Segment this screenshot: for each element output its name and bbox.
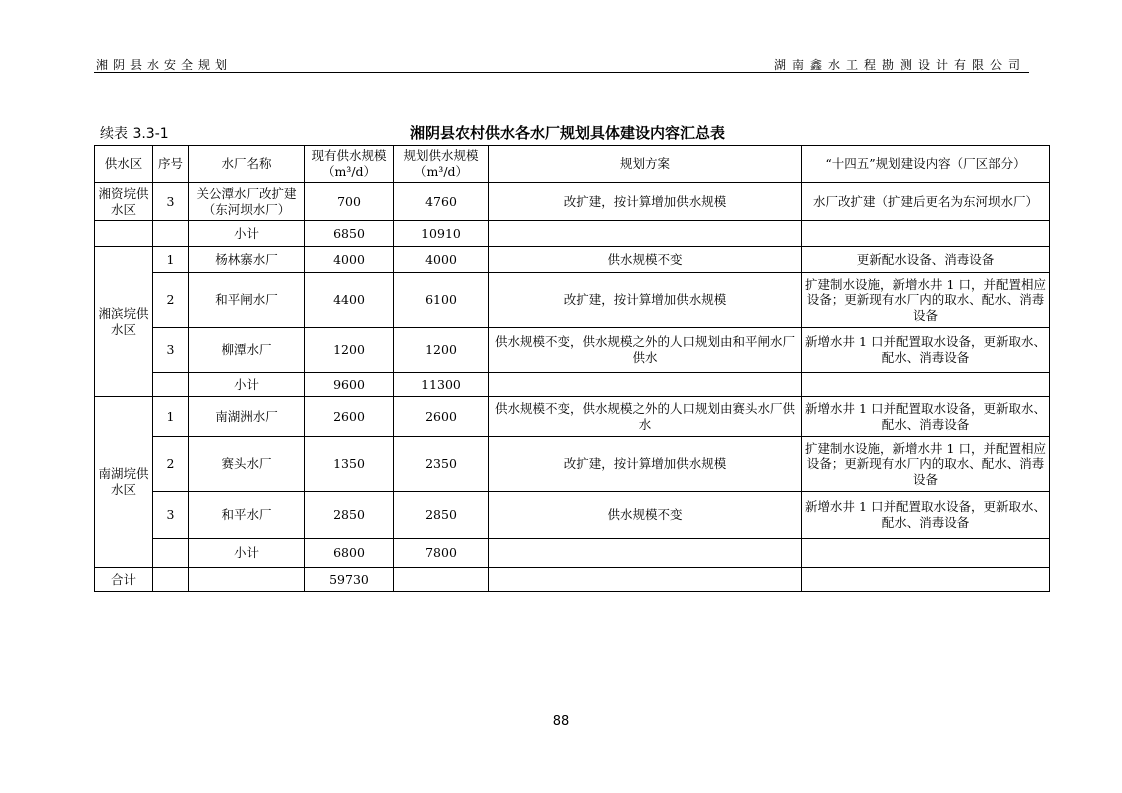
content-cell: 新增水井 1 口并配置取水设备，更新取水、配水、消毒设备 [802,492,1050,539]
col-header-existing: 现有供水规模（m³/d） [305,146,394,183]
empty-cell [489,539,802,568]
table-row [95,397,1050,437]
col-header-no: 序号 [153,146,189,183]
table-row [95,183,1050,221]
empty-cell [802,568,1050,592]
subtotal-row [95,539,1050,568]
empty-cell [802,539,1050,568]
total-row [95,568,1050,592]
area-cell: 湘资垸供水区 [95,183,153,221]
col-header-planned: 规划供水规模（m³/d） [394,146,489,183]
content-cell: 扩建制水设施，新增水井 1 口，并配置相应设备；更新现有水厂内的取水、配水、消毒设备 [802,273,1050,328]
subtotal-existing: 6800 [305,539,394,568]
col-header-plant: 水厂名称 [189,146,305,183]
scheme-cell: 供水规模不变，供水规模之外的人口规划由赛头水厂供水 [489,397,802,437]
planned-cell: 2850 [394,492,489,539]
empty-cell [153,568,189,592]
total-label: 合计 [95,568,153,592]
planned-cell: 1200 [394,328,489,373]
plant-cell: 杨林寨水厂 [189,247,305,273]
content-cell: 更新配水设备、消毒设备 [802,247,1050,273]
plant-cell: 和平闸水厂 [189,273,305,328]
planned-cell: 6100 [394,273,489,328]
area-cell: 南湖垸供水区 [95,397,153,568]
existing-cell: 4000 [305,247,394,273]
total-existing: 59730 [305,568,394,592]
empty-cell [189,568,305,592]
plant-cell: 关公潭水厂改扩建（东河坝水厂） [189,183,305,221]
scheme-cell: 供水规模不变 [489,492,802,539]
subtotal-label: 小计 [189,539,305,568]
no-cell: 3 [153,328,189,373]
scheme-cell: 改扩建，按计算增加供水规模 [489,437,802,492]
content-cell: 水厂改扩建（扩建后更名为东河坝水厂） [802,183,1050,221]
table-row [95,437,1050,492]
subtotal-label: 小计 [189,373,305,397]
subtotal-planned: 7800 [394,539,489,568]
empty-cell [489,221,802,247]
content-cell: 扩建制水设施，新增水井 1 口，并配置相应设备；更新现有水厂内的取水、配水、消毒设备 [802,437,1050,492]
table-title: 湘阴县农村供水各水厂规划具体建设内容汇总表 [410,124,726,142]
planned-cell: 4000 [394,247,489,273]
water-plant-table [94,145,1050,592]
planned-cell: 2350 [394,437,489,492]
content-cell: 新增水井 1 口并配置取水设备，更新取水、配水、消毒设备 [802,328,1050,373]
table-row [95,328,1050,373]
table-continuation-label: 续表 3.3-1 [100,126,169,142]
scheme-cell: 改扩建，按计算增加供水规模 [489,183,802,221]
subtotal-row [95,373,1050,397]
table-header-row [95,146,1050,183]
empty-cell [153,221,189,247]
planned-cell: 4760 [394,183,489,221]
no-cell: 1 [153,247,189,273]
empty-cell [489,568,802,592]
plant-cell: 柳潭水厂 [189,328,305,373]
page-number: 88 [552,714,570,729]
header-right-company: 湖南鑫水工程勘测设计有限公司 [773,58,1026,72]
plant-cell: 和平水厂 [189,492,305,539]
no-cell: 2 [153,437,189,492]
subtotal-existing: 6850 [305,221,394,247]
area-cell: 湘滨垸供水区 [95,247,153,397]
table-row [95,492,1050,539]
scheme-cell: 供水规模不变 [489,247,802,273]
empty-cell [153,539,189,568]
no-cell: 1 [153,397,189,437]
header-divider [94,72,1029,73]
no-cell: 3 [153,183,189,221]
subtotal-planned: 11300 [394,373,489,397]
col-header-area: 供水区 [95,146,153,183]
existing-cell: 1200 [305,328,394,373]
scheme-cell: 改扩建，按计算增加供水规模 [489,273,802,328]
subtotal-existing: 9600 [305,373,394,397]
empty-cell [153,373,189,397]
col-header-content: “十四五”规划建设内容（厂区部分） [802,146,1050,183]
empty-cell [802,373,1050,397]
existing-cell: 1350 [305,437,394,492]
planned-cell: 2600 [394,397,489,437]
subtotal-row [95,221,1050,247]
empty-cell [95,221,153,247]
content-cell: 新增水井 1 口并配置取水设备，更新取水、配水、消毒设备 [802,397,1050,437]
plant-cell: 南湖洲水厂 [189,397,305,437]
scheme-cell: 供水规模不变，供水规模之外的人口规划由和平闸水厂供水 [489,328,802,373]
table-row [95,247,1050,273]
subtotal-planned: 10910 [394,221,489,247]
table-row [95,273,1050,328]
existing-cell: 2850 [305,492,394,539]
empty-cell [802,221,1050,247]
empty-cell [489,373,802,397]
subtotal-label: 小计 [189,221,305,247]
existing-cell: 2600 [305,397,394,437]
no-cell: 3 [153,492,189,539]
header-left-title: 湘阴县水安全规划 [96,58,233,72]
plant-cell: 赛头水厂 [189,437,305,492]
col-header-scheme: 规划方案 [489,146,802,183]
no-cell: 2 [153,273,189,328]
existing-cell: 4400 [305,273,394,328]
empty-cell [394,568,489,592]
existing-cell: 700 [305,183,394,221]
